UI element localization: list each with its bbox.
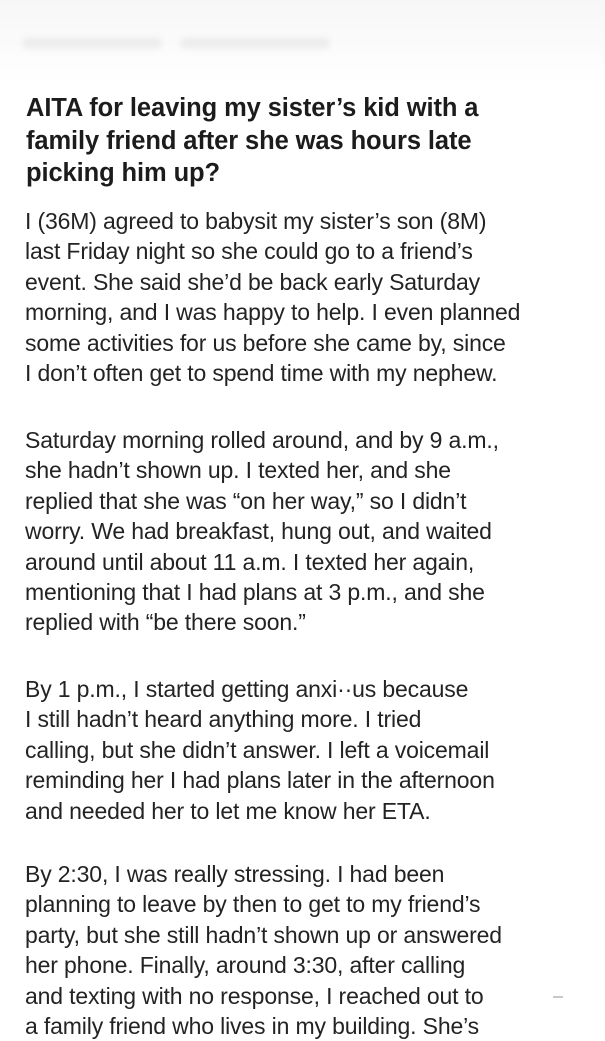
- text-line: replied with “be there soon.”: [25, 609, 306, 636]
- text-line: I don’t often get to spend time with my nephew.: [25, 360, 498, 387]
- text-line-cut-off: a family friend who lives in my building. She’s: [25, 1013, 480, 1040]
- scroll-indicator[interactable]: [553, 996, 563, 998]
- post-paragraph-3: [25, 674, 595, 826]
- blurred-header-bar: [22, 38, 162, 48]
- text-line: some activities for us before she came by, since: [25, 329, 506, 356]
- text-line: morning, and I was happy to help. I even planned: [25, 299, 521, 326]
- text-line: around until about 11 a.m. I texted her again,: [25, 548, 475, 575]
- text-line: mentioning that I had plans at 3 p.m., and she: [25, 579, 485, 606]
- text-line: and texting with no response, I reached out to: [25, 982, 484, 1009]
- text-line: event. She said she’d be back early Saturday: [25, 268, 480, 295]
- text-line: party, but she still hadn’t shown up or answered: [25, 921, 502, 948]
- blurred-header-bar: [180, 38, 330, 48]
- text-line: replied that she was “on her way,” so I didn’t: [25, 487, 467, 514]
- text-line: I (36M) agreed to babysit my sister’s son (8M): [25, 208, 487, 234]
- text-line: worry. We had breakfast, hung out, and waited: [25, 518, 492, 545]
- text-line: By 1 p.m., I started getting anxi··us because: [25, 676, 469, 702]
- post-paragraph-2: [25, 425, 595, 638]
- text-line: By 2:30, I was really stressing. I had been: [25, 861, 445, 887]
- post-title: [26, 92, 586, 190]
- text-line: reminding her I had plans later in the afternoon: [25, 767, 495, 794]
- text-line: her phone. Finally, around 3:30, after calling: [25, 952, 466, 979]
- text-line: Saturday morning rolled around, and by 9 a.m.,: [25, 427, 499, 453]
- title-line: AITA for leaving my sister’s kid with a: [26, 94, 479, 122]
- top-header-area: [0, 0, 605, 82]
- title-line: picking him up?: [26, 159, 220, 187]
- text-line: calling, but she didn’t answer. I left a voicemail: [25, 736, 490, 763]
- text-line: and needed her to let me know her ETA.: [25, 797, 431, 824]
- post-paragraph-4: [25, 859, 595, 1040]
- text-line: planning to leave by then to get to my friend’s: [25, 891, 481, 918]
- text-line: she hadn’t shown up. I texted her, and she: [25, 457, 451, 484]
- post-paragraph-1: [25, 206, 595, 388]
- text-line: last Friday night so she could go to a friend’s: [25, 238, 473, 265]
- title-line: family friend after she was hours late: [26, 126, 472, 155]
- text-line: I still hadn’t heard anything more. I tried: [25, 706, 422, 733]
